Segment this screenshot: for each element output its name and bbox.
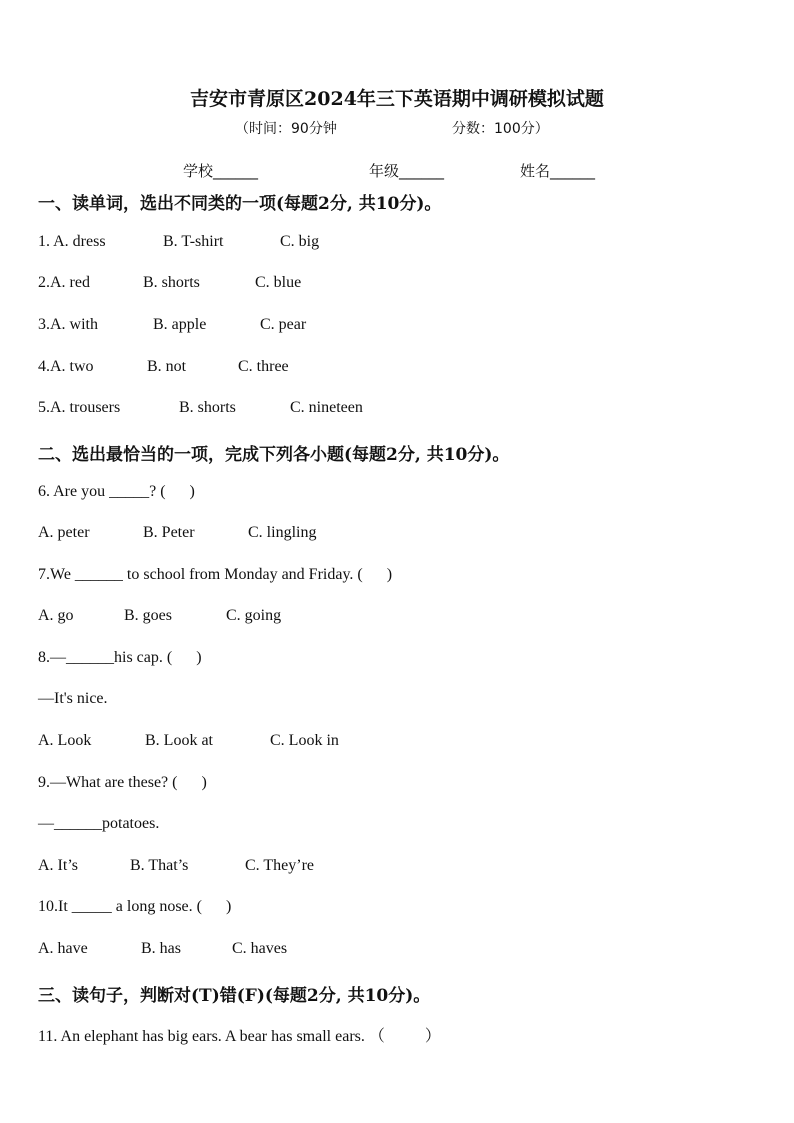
question-4-option-c: C. three [238,358,289,375]
question-8-stem: 8.—______his cap. ( ) [38,649,202,666]
question-6-stem: 6. Are you _____? ( ) [38,483,195,500]
section-1-heading: 一、读单词，选出不同类的一项(每题2分, 共10分)。 [38,194,442,214]
question-6-option-b: B. Peter [143,524,195,541]
question-10-option-b: B. has [141,940,181,957]
question-7-option-b: B. goes [124,607,172,624]
question-9-option-a: A. It’s [38,857,78,874]
question-7-option-c: C. going [226,607,282,624]
question-8-option-c: C. Look in [270,732,339,749]
question-8-option-a: A. Look [38,732,92,749]
question-10-option-a: A. have [38,940,88,957]
exam-score: 分数：100分） [452,121,549,137]
question-9-option-c: C. They’re [245,857,315,874]
question-5-option-a: 5.A. trousers [38,399,121,416]
question-5-option-c: C. nineteen [290,399,363,416]
question-10-stem: 10.It _____ a long nose. ( ) [38,898,232,915]
question-7-option-a: A. go [38,607,74,624]
question-8-option-b: B. Look at [145,732,213,749]
question-2-option-a: 2.A. red [38,274,90,291]
question-3-option-a: 3.A. with [38,316,98,333]
question-1-option-b: B. T-shirt [163,233,224,250]
question-4-option-a: 4.A. two [38,358,94,375]
question-4-option-b: B. not [147,358,187,375]
section-2-heading: 二、选出最恰当的一项，完成下列各小题(每题2分, 共10分)。 [38,445,510,465]
grade-field[interactable]: 年级______ [369,162,445,180]
section-3-heading: 三、读句子，判断对(T)错(F)(每题2分, 共10分)。 [38,986,431,1006]
question-11-stem: 11. An elephant has big ears. A bear has small ears. （ ） [38,1028,441,1045]
school-field[interactable]: 学校______ [183,162,259,180]
question-3-option-c: C. pear [260,316,307,333]
question-1-option-a: 1. A. dress [38,233,106,250]
exam-title: 吉安市青原区2024年三下英语期中调研模拟试题 [190,88,604,110]
name-field[interactable]: 姓名______ [520,162,596,180]
question-1-option-c: C. big [280,233,320,250]
question-9-option-b: B. That’s [130,857,189,874]
question-7-stem: 7.We ______ to school from Monday and Friday. ( ) [38,566,393,583]
question-2-option-b: B. shorts [143,274,200,291]
question-9-stem: 9.—What are these? ( ) [38,774,207,791]
question-8-reply: —It's nice. [38,690,108,707]
question-10-option-c: C. haves [232,940,288,957]
question-6-option-a: A. peter [38,524,90,541]
question-5-option-b: B. shorts [179,399,236,416]
question-3-option-b: B. apple [153,316,207,333]
question-6-option-c: C. lingling [248,524,317,541]
question-9-reply: —______potatoes. [38,815,160,832]
question-2-option-c: C. blue [255,274,302,291]
exam-time: （时间：90分钟 [235,121,337,137]
